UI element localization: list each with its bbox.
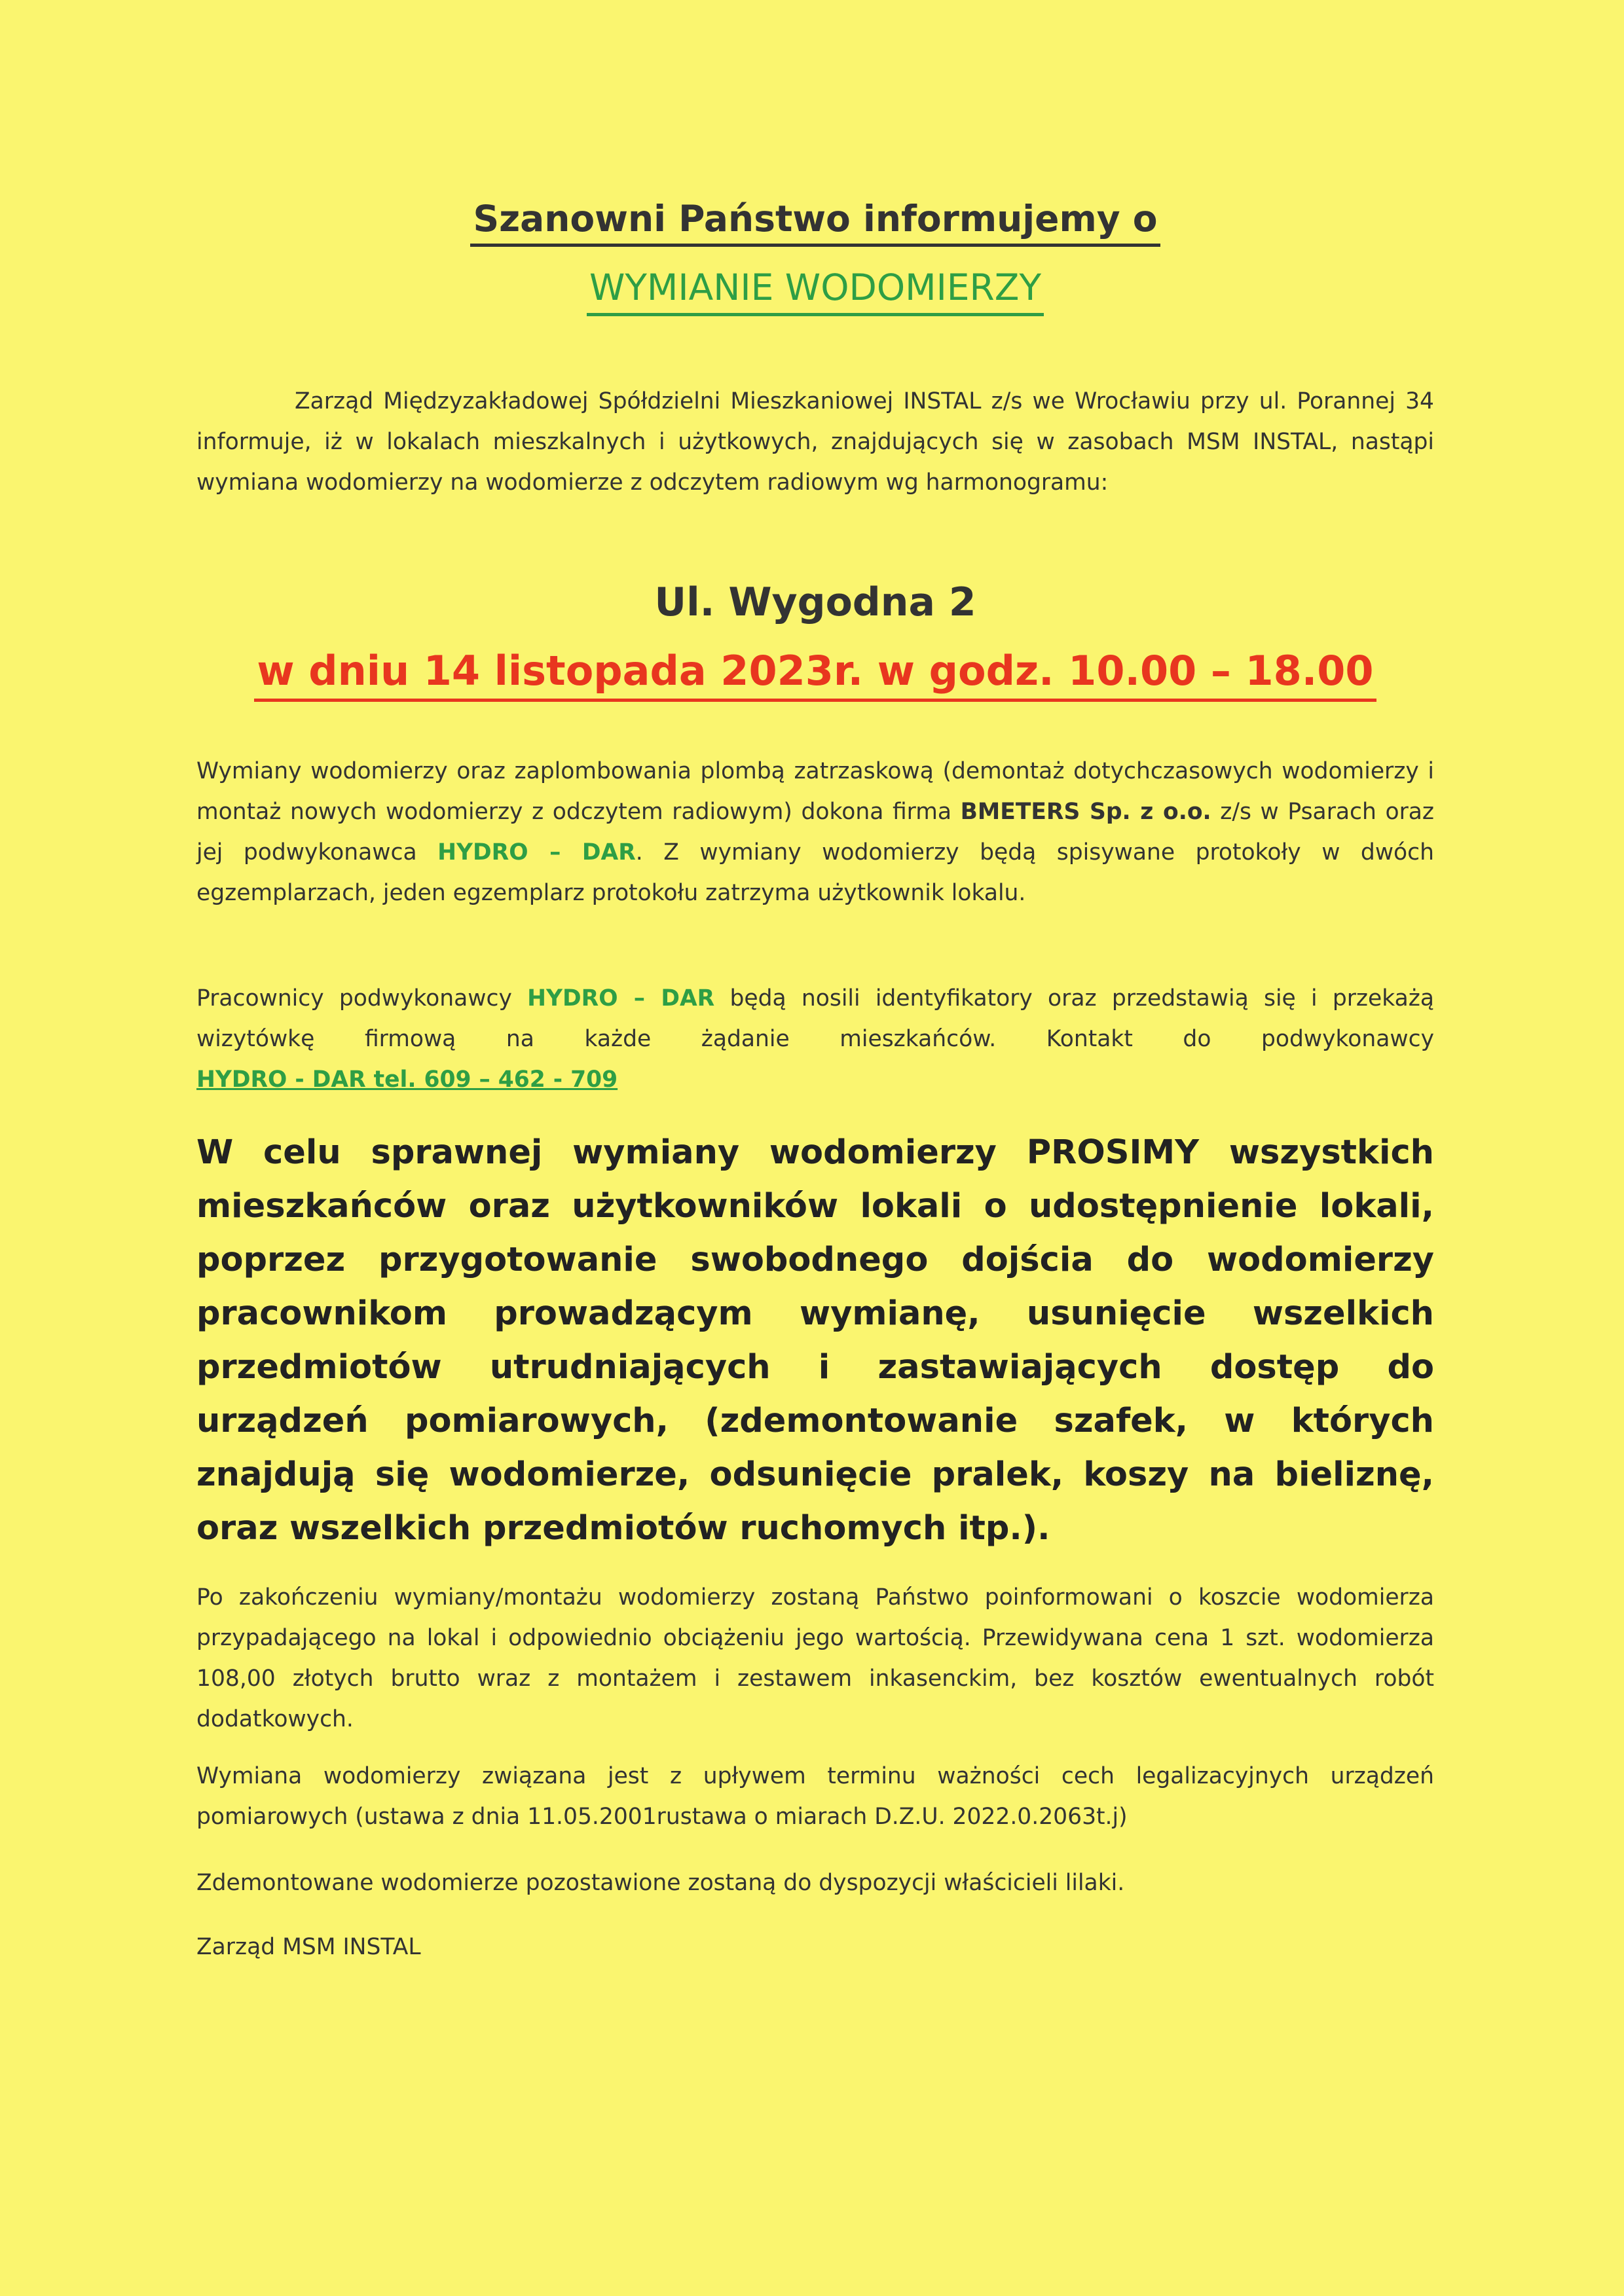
company-name: BMETERS Sp. z o.o. — [960, 799, 1211, 825]
title-line-1 — [196, 196, 1434, 247]
schedule-date-text: w dniu 14 listopada 2023r. w godz. 10.00 – 18.00 — [254, 645, 1376, 702]
workers-text-after: będą nosili identyfikatory oraz przedstawią się i przekażą wizytówkę firmową na każde żądanie mieszkańców. Kontakt do podwykonawcy — [196, 985, 1434, 1052]
signature: Zarząd MSM INSTAL — [196, 1934, 421, 1960]
subcontractor-name: HYDRO – DAR — [437, 839, 636, 866]
after-paragraph: Po zakończeniu wymiany/montażu wodomierzy zostaną Państwo poinformowani o koszcie wodomierza przypadającego na lokal i odpowiednio obciążeniu jego wartością. Przewidywana cena 1 szt. wodomierza 108,00 złotych brutto wraz z montażem i zestawem inkasenckim, bez kosztów ewentualnych robót dodatkowych. — [196, 1584, 1434, 1732]
street-address: Ul. Wygodna 2 — [654, 579, 976, 625]
title-line-2-text: WYMIANIE WODOMIERZY — [587, 264, 1044, 316]
removed-paragraph: Zdemontowane wodomierze pozostawione zostaną do dyspozycji właścicieli lilaki. — [196, 1870, 1125, 1896]
law-paragraph: Wymiana wodomierzy związana jest z upływem terminu ważności cech legalizacyjnych urządzeń pomiarowych (ustawa z dnia 11.05.2001rustawa o miarach D.Z.U. 2022.0.2063t.j) — [196, 1763, 1434, 1830]
workers-text-before: Pracownicy podwykonawcy — [196, 985, 528, 1011]
intro-paragraph: Zarząd Międzyzakładowej Spółdzielni Mieszkaniowej INSTAL z/s we Wrocławiu przy ul. Porannej 34 informuje, iż w lokalach mieszkalnych i użytkowych, znajdujących się w zasobach MSM INSTAL, nastąpi wymiana wodomierzy na wodomierze z odczytem radiowym wg harmonogramu: — [196, 388, 1434, 496]
title-line-2 — [196, 264, 1434, 316]
exchange-paragraph — [196, 751, 1434, 913]
contact-phone: HYDRO - DAR tel. 609 – 462 - 709 — [196, 1066, 618, 1093]
exchange-text-middle: z/s w Psarach oraz jej podwykonawca — [196, 799, 1435, 866]
exchange-text-after: . Z wymiany wodomierzy będą spisywane protokoły w dwóch egzemplarzach, jeden egzemplarz protokołu zatrzyma użytkownik lokalu. — [196, 839, 1434, 906]
exchange-text-before: Wymiany wodomierzy oraz zaplombowania plombą zatrzaskową (demontaż dotychczasowych wodomierzy i montaż nowych wodomierzy z odczytem radiowym) dokona firma — [196, 758, 1434, 825]
workers-paragraph — [196, 978, 1434, 1100]
title-line-1-text: Szanowni Państwo informujemy o — [470, 196, 1160, 247]
schedule-date — [196, 645, 1434, 702]
request-paragraph: W celu sprawnej wymiany wodomierzy PROSIMY wszystkich mieszkańców oraz użytkowników lokali o udostępnienie lokali, poprzez przygotowanie swobodnego dojścia do wodomierzy pracownikom prowadzącym wymianę, usunięcie wszelkich przedmiotów utrudniających i zastawiających dostęp do urządzeń pomiarowych, (zdemontowanie szafek, w których znajdują się wodomierze, odsunięcie pralek, koszy na bieliznę, oraz wszelkich przedmiotów ruchomych itp.). — [196, 1133, 1434, 1548]
workers-subcontractor-name: HYDRO – DAR — [527, 985, 715, 1011]
